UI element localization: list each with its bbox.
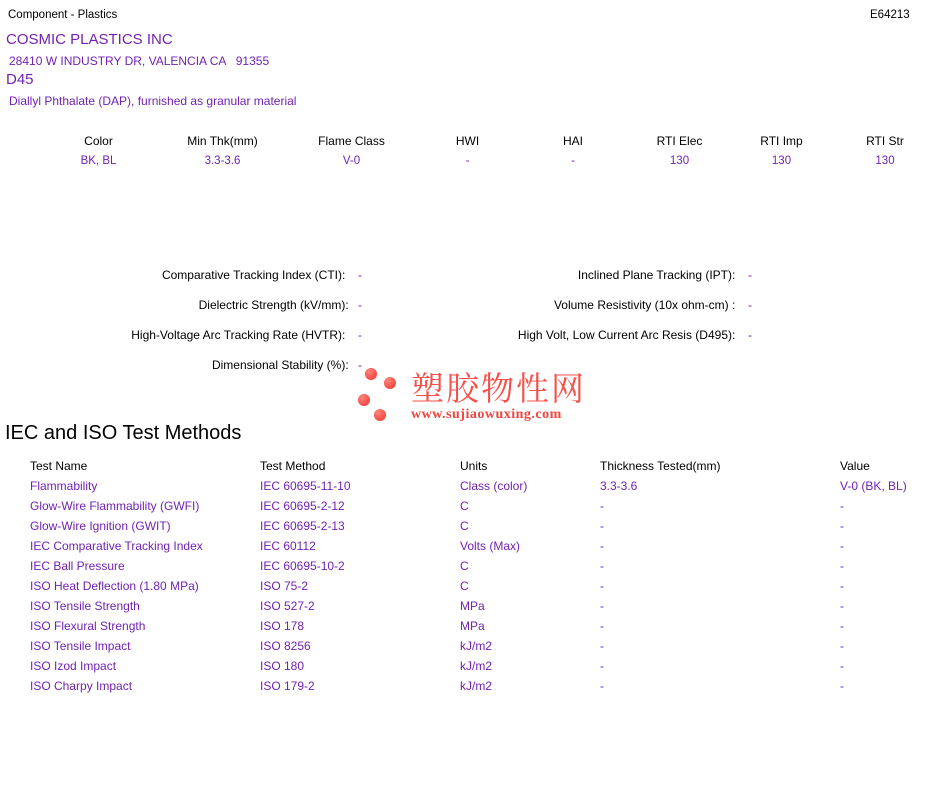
iso-cell-test-method: IEC 60695-2-12 (260, 499, 345, 513)
document-type-label: Component - Plastics (8, 9, 118, 21)
iso-cell-units: C (460, 499, 469, 513)
property-row (0, 268, 950, 298)
iso-col-units: Units (460, 459, 488, 473)
iso-cell-test-method: ISO 178 (260, 619, 305, 633)
property-label: Comparative Tracking Index (CTI): (161, 268, 352, 282)
iso-cell-thickness: - (600, 519, 604, 533)
property-label: Inclined Plane Tracking (IPT): (577, 268, 742, 282)
logo-dot-icon (365, 368, 377, 380)
iso-cell-value: - (840, 519, 844, 533)
iso-table-row (0, 639, 950, 659)
summary-value: - (571, 155, 575, 167)
iso-cell-value: - (840, 539, 844, 553)
iso-cell-test-name: ISO Izod Impact (30, 659, 117, 673)
iso-cell-test-method: ISO 180 (260, 659, 305, 673)
logo-dot-icon (384, 377, 396, 389)
iso-cell-value: - (840, 679, 844, 693)
iso-table-row (0, 659, 950, 679)
summary-value: 130 (875, 155, 895, 167)
iso-cell-thickness: - (600, 599, 604, 613)
iso-cell-test-name: Flammability (30, 479, 98, 493)
iso-table-row (0, 479, 950, 499)
iso-cell-thickness: - (600, 659, 604, 673)
iso-cell-test-name: IEC Ball Pressure (30, 559, 125, 573)
iso-col-test-name: Test Name (30, 459, 88, 473)
summary-column-header: Flame Class (318, 134, 385, 148)
iso-cell-units: Volts (Max) (460, 539, 521, 553)
iso-cell-test-name: ISO Heat Deflection (1.80 MPa) (30, 579, 199, 593)
property-label: Dielectric Strength (kV/mm): (198, 298, 352, 312)
property-value: - (748, 328, 752, 342)
iso-cell-test-name: Glow-Wire Ignition (GWIT) (30, 519, 171, 533)
iso-table-row (0, 619, 950, 639)
iso-cell-thickness: - (600, 639, 604, 653)
iso-cell-test-method: IEC 60695-11-10 (260, 479, 351, 493)
property-value: - (358, 358, 362, 372)
property-row (0, 298, 950, 328)
company-address: 28410 W INDUSTRY DR, VALENCIA CA 91355 (9, 54, 270, 68)
iso-cell-test-name: ISO Tensile Impact (30, 639, 131, 653)
iso-cell-test-method: IEC 60695-10-2 (260, 559, 345, 573)
logo-dot-icon (374, 409, 386, 421)
property-value: - (748, 298, 752, 312)
iso-cell-value: - (840, 499, 844, 513)
property-label: High-Voltage Arc Tracking Rate (HVTR): (131, 328, 352, 342)
property-label: Dimensional Stability (%): (211, 358, 352, 372)
iso-table-row (0, 519, 950, 539)
iso-cell-test-method: ISO 75-2 (260, 579, 309, 593)
iso-cell-value: V-0 (BK, BL) (840, 479, 907, 493)
property-value: - (748, 268, 752, 282)
iso-cell-test-method: IEC 60695-2-13 (260, 519, 345, 533)
iso-cell-units: kJ/m2 (460, 639, 493, 653)
ul-file-number: E64213 (870, 9, 910, 21)
iso-table-row (0, 579, 950, 599)
iso-cell-test-method: ISO 179-2 (260, 679, 315, 693)
summary-table-values (0, 155, 950, 167)
iso-cell-units: C (460, 559, 469, 573)
iso-cell-units: MPa (460, 619, 485, 633)
summary-value: 3.3-3.6 (204, 155, 241, 167)
iso-cell-thickness: - (600, 619, 604, 633)
iso-cell-test-name: ISO Tensile Strength (30, 599, 140, 613)
summary-table-header (0, 134, 950, 148)
iso-cell-thickness: - (600, 679, 604, 693)
iso-cell-test-method: IEC 60112 (260, 539, 316, 553)
iso-cell-test-name: IEC Comparative Tracking Index (30, 539, 203, 553)
iso-cell-thickness: - (600, 499, 604, 513)
iso-cell-test-method: ISO 527-2 (260, 599, 315, 613)
iso-table-row (0, 499, 950, 519)
logo-dot-icon (358, 394, 370, 406)
iso-cell-test-method: ISO 8256 (260, 639, 311, 653)
property-value: - (358, 268, 362, 282)
iso-cell-value: - (840, 619, 844, 633)
iso-table-header (0, 459, 950, 479)
watermark-site-name: 塑胶物性网 (411, 370, 586, 407)
iso-cell-units: Class (color) (460, 479, 528, 493)
iso-cell-test-name: Glow-Wire Flammability (GWFI) (30, 499, 200, 513)
iso-cell-units: MPa (460, 599, 485, 613)
iso-cell-units: C (460, 579, 469, 593)
company-name: COSMIC PLASTICS INC (6, 31, 173, 48)
iso-cell-value: - (840, 559, 844, 573)
iso-cell-thickness: 3.3-3.6 (600, 479, 638, 493)
summary-column-header: Color (84, 134, 113, 148)
iso-table-body (0, 479, 950, 699)
iso-cell-test-name: ISO Flexural Strength (30, 619, 146, 633)
summary-value: BK, BL (80, 155, 117, 167)
summary-column-header: Min Thk(mm) (187, 134, 258, 148)
iso-col-value: Value (840, 459, 870, 473)
iso-table-row (0, 559, 950, 579)
property-label: Volume Resistivity (10x ohm-cm) : (553, 298, 742, 312)
iso-cell-units: C (460, 519, 469, 533)
iso-table-row (0, 679, 950, 699)
iso-cell-units: kJ/m2 (460, 659, 493, 673)
summary-column-header: RTI Elec (656, 134, 703, 148)
iso-table-row (0, 599, 950, 619)
watermark-site-url: www.sujiaowuxing.com (411, 407, 562, 422)
grade-designation: D45 (6, 71, 34, 88)
iso-cell-value: - (840, 639, 844, 653)
summary-value: 130 (669, 155, 690, 167)
iso-cell-value: - (840, 659, 844, 673)
summary-value: V-0 (342, 155, 361, 167)
iso-cell-units: kJ/m2 (460, 679, 493, 693)
property-label: High Volt, Low Current Arc Resis (D495): (517, 328, 742, 342)
summary-column-header: HWI (455, 134, 480, 148)
iso-cell-value: - (840, 579, 844, 593)
iso-cell-thickness: - (600, 579, 604, 593)
property-row (0, 328, 950, 358)
iso-cell-thickness: - (600, 539, 604, 553)
iso-col-test-method: Test Method (260, 459, 326, 473)
properties-right-column (0, 268, 950, 358)
property-value: - (358, 328, 362, 342)
iso-section-title: IEC and ISO Test Methods (5, 422, 242, 444)
summary-column-header: HAI (562, 134, 583, 148)
iso-cell-thickness: - (600, 559, 604, 573)
material-description: Diallyl Phthalate (DAP), furnished as granular material (9, 94, 297, 108)
property-value: - (358, 298, 362, 312)
iso-table-row (0, 539, 950, 559)
iso-col-thickness: Thickness Tested(mm) (600, 459, 721, 473)
iso-cell-value: - (840, 599, 844, 613)
summary-value: 130 (771, 155, 792, 167)
iso-cell-test-name: ISO Charpy Impact (30, 679, 133, 693)
summary-column-header: RTI Imp (760, 134, 803, 148)
summary-column-header: RTI Str (866, 134, 904, 148)
summary-value: - (465, 155, 470, 167)
